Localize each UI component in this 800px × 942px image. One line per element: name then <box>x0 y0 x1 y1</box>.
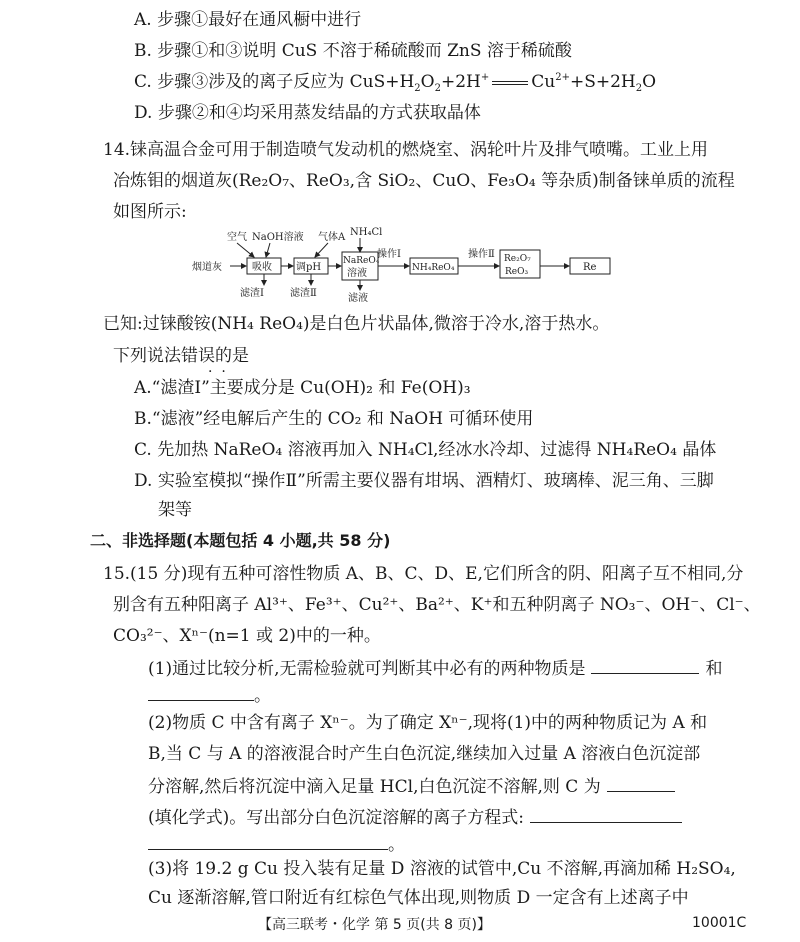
svg-text:Re₂O₇: Re₂O₇ <box>504 254 531 264</box>
q13-option-a: A. 步骤①最好在通风橱中进行 <box>134 10 362 30</box>
q14-option-d-line2: 架等 <box>158 500 192 520</box>
q14-question: 下列说法错误的是 <box>113 346 249 366</box>
q15-part2-line3: 分溶解,然后将沉淀中滴入足量 HCl,白色沉淀不溶解,则 C 为 <box>148 774 675 798</box>
flow-op1: 操作Ⅰ <box>377 249 401 260</box>
q14-stem-line2: 冶炼钼的烟道灰(Re₂O₇、ReO₃,含 SiO₂、CuO、Fe₃O₄ 等杂质)制备铼单质的流程 <box>113 171 735 191</box>
svg-text:NaReO₄: NaReO₄ <box>343 256 380 266</box>
q15-part1-line1: (1)通过比较分析,无需检验就可判断其中必有的两种物质是 和 <box>148 656 722 680</box>
q13-option-d: D. 步骤②和④均采用蒸发结晶的方式获取晶体 <box>134 103 481 123</box>
exam-code: 10001C <box>692 915 747 931</box>
process-flow-diagram <box>190 226 630 308</box>
section-heading: 二、非选择题(本题包括 4 小题,共 58 分) <box>90 531 391 550</box>
flow-input-gas: 气体A <box>318 232 346 243</box>
answer-blank-5[interactable] <box>148 832 388 850</box>
page-footer: 【高三联考・化学 第 5 页(共 8 页)】 <box>258 917 491 933</box>
q15-stem-line3: CO₃²⁻、Xⁿ⁻(n=1 或 2)中的一种。 <box>113 626 381 646</box>
q14-option-c: C. 先加热 NaReO₄ 溶液再加入 NH₄Cl,经冰水冷却、过滤得 NH₄ReO₄ 晶体 <box>134 440 717 460</box>
q14-stem-line1: 14.铼高温合金可用于制造喷气发动机的燃烧室、涡轮叶片及排气喷嘴。工业上用 <box>103 140 709 160</box>
svg-text:吸收: 吸收 <box>252 262 272 273</box>
svg-text:NH₄ReO₄: NH₄ReO₄ <box>412 263 455 273</box>
q15-part2-line1: (2)物质 C 中含有离子 Xⁿ⁻。为了确定 Xⁿ⁻,现将(1)中的两种物质记为 A 和 <box>148 713 708 733</box>
q15-part3-line2: Cu 逐渐溶解,管口附近有红棕色气体出现,则物质 D 一定含有上述离子中 <box>148 888 689 908</box>
flow-residue2: 滤渣Ⅱ <box>290 288 317 299</box>
q15-stem-line2: 别含有五种阳离子 Al³⁺、Fe³⁺、Cu²⁺、Ba²⁺、K⁺和五种阴离子 NO₃⁻、OH⁻、Cl⁻、 <box>113 595 761 615</box>
svg-text:溶液: 溶液 <box>347 268 367 279</box>
svg-text:Re: Re <box>583 262 597 273</box>
flow-filtrate: 滤液 <box>348 293 368 304</box>
answer-blank-4[interactable] <box>530 805 682 823</box>
q15-part2-line2: B,当 C 与 A 的溶液混合时产生白色沉淀,继续加入过量 A 溶液白色沉淀部 <box>148 744 701 764</box>
flow-input-nh4cl: NH₄Cl <box>350 227 383 238</box>
svg-text:ReO₃: ReO₃ <box>505 267 529 277</box>
flow-input-naoh: NaOH溶液 <box>252 232 304 243</box>
q13-option-c: C. 步骤③涉及的离子反应为 $CuS+H_2O_2+2H^+$ $Cu^{2+}+S+2H_2O$ <box>134 72 657 94</box>
flow-start-label: 烟道灰 <box>192 262 222 273</box>
answer-blank-1[interactable] <box>591 656 699 674</box>
flow-residue1: 滤渣Ⅰ <box>240 288 264 299</box>
flow-input-air: 空气 <box>227 232 247 243</box>
answer-blank-3[interactable] <box>607 774 675 792</box>
q15-part2-line4: (填化学式)。写出部分白色沉淀溶解的离子方程式: <box>148 805 682 829</box>
emphasis-dots: · · <box>208 364 226 380</box>
equals-sign <box>492 81 528 85</box>
q14-option-d-line1: D. 实验室模拟“操作Ⅱ”所需主要仪器有坩埚、酒精灯、玻璃棒、泥三角、三脚 <box>134 471 714 491</box>
q15-part1-line2: 。 <box>148 683 271 707</box>
q14-stem-line3: 如图所示: <box>113 202 187 222</box>
answer-blank-2[interactable] <box>148 683 254 701</box>
flow-op2: 操作Ⅱ <box>468 249 495 260</box>
q14-known: 已知:过铼酸铵(NH₄ ReO₄)是白色片状晶体,微溶于冷水,溶于热水。 <box>103 314 610 334</box>
q14-option-a: A.“滤渣Ⅰ”主要成分是 Cu(OH)₂ 和 Fe(OH)₃ <box>134 378 471 398</box>
q14-option-b: B.“滤液”经电解后产生的 CO₂ 和 NaOH 可循环使用 <box>134 409 534 429</box>
q15-part3-line1: (3)将 19.2 g Cu 投入装有足量 D 溶液的试管中,Cu 不溶解,再滴加稀 H₂SO₄, <box>148 859 736 879</box>
svg-text:调pH: 调pH <box>296 262 322 273</box>
q15-part2-line5: 。 <box>148 832 405 856</box>
q15-stem-line1: 15.(15 分)现有五种可溶性物质 A、B、C、D、E,它们所含的阴、阳离子互不相同,分 <box>103 564 744 584</box>
q13-option-b: B. 步骤①和③说明 CuS 不溶于稀硫酸而 ZnS 溶于稀硫酸 <box>134 41 572 61</box>
